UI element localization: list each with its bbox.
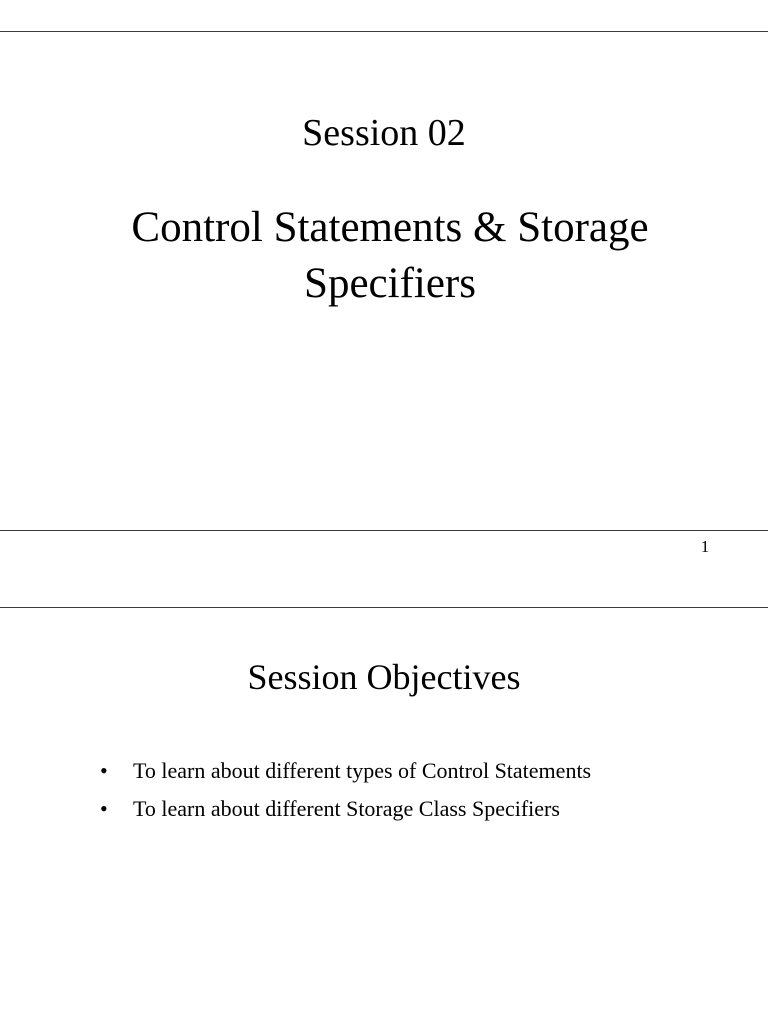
bullet-icon: • [100,758,108,783]
bullet-icon: • [100,796,108,821]
list-item [100,756,620,786]
page-number: 1 [700,537,710,556]
slide1-bottom-divider [0,530,768,531]
slide1-top-divider [0,31,768,32]
objective-text: To learn about different Storage Class Specifiers [133,796,560,821]
list-item [100,794,620,824]
session-label: Session 02 [302,112,466,154]
slide1-title: Control Statements & Storage Specifiers [131,204,649,307]
objectives-list [100,756,620,832]
slide2-title: Session Objectives [247,657,521,697]
objective-text: To learn about different types of Control Statements [133,758,592,783]
slide2-top-divider [0,607,768,608]
